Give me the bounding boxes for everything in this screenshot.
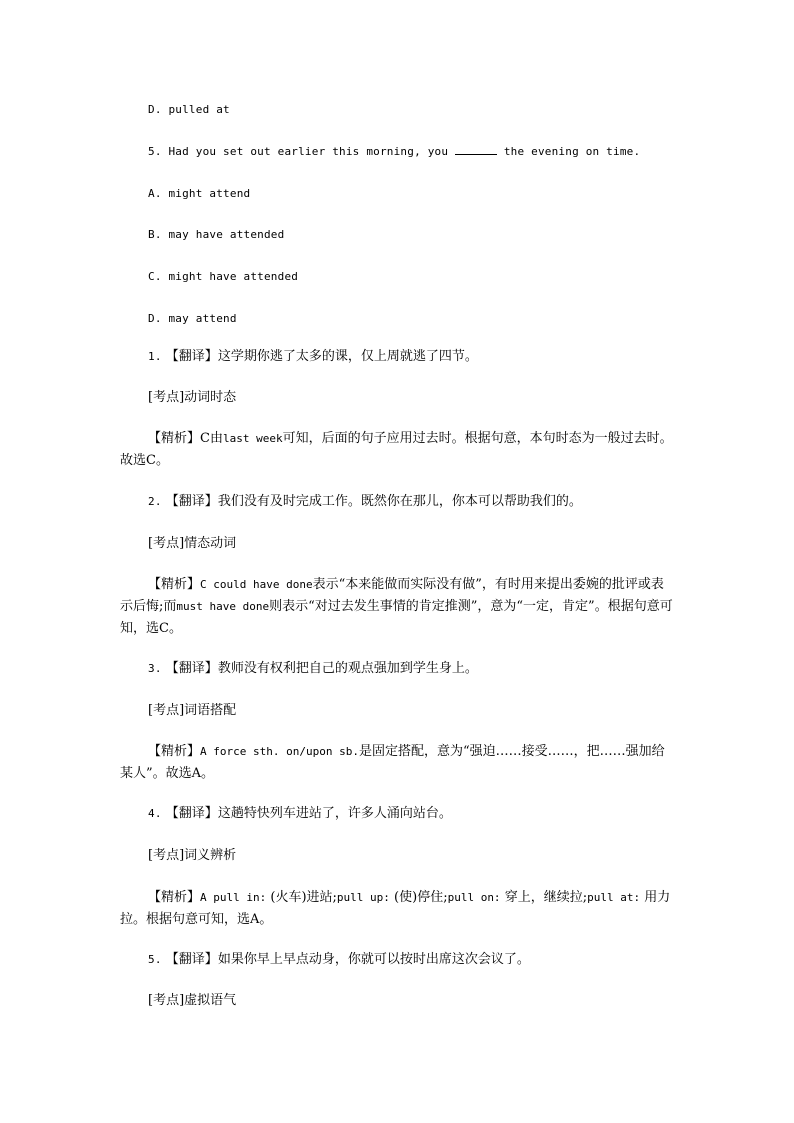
answer-3-point: [考点]词语搭配 xyxy=(148,703,237,718)
analysis-english: A force sth. on/upon sb. xyxy=(200,745,359,758)
answer-5-translation xyxy=(148,952,530,968)
analysis-label: 【精析】 xyxy=(148,890,201,905)
answer-3-translation xyxy=(148,661,478,677)
answer-1-translation xyxy=(148,349,478,365)
analysis-english: pull up: xyxy=(336,891,390,904)
analysis-part: (使)停住; xyxy=(394,890,448,905)
translation-text: 教师没有权利把自己的观点强加到学生身上。 xyxy=(217,661,478,676)
analysis-label: 【精析】 xyxy=(148,577,201,592)
analysis-english: A pull in: xyxy=(200,891,267,904)
answer-1-analysis xyxy=(120,428,676,472)
q5-answer-blank xyxy=(455,144,497,155)
answer-2-translation xyxy=(148,494,582,510)
analysis-part: 穿上，继续拉; xyxy=(504,890,588,905)
translation-label: 【翻译】 xyxy=(165,494,218,509)
answer-1-point: [考点]动词时态 xyxy=(148,390,237,405)
analysis-part: 用力拉。根据句意可知，选A。 xyxy=(120,890,671,927)
analysis-part: (火车)进站; xyxy=(270,890,337,905)
analysis-english: C could have done xyxy=(200,578,313,591)
answer-4-translation xyxy=(148,806,452,822)
q5-option-d: D. may attend xyxy=(148,312,237,325)
answer-number: 1. xyxy=(148,350,162,363)
translation-text: 如果你早上早点动身，你就可以按时出席这次会议了。 xyxy=(217,952,530,967)
answer-number: 5. xyxy=(148,953,162,966)
analysis-label: 【精析】 xyxy=(148,744,201,759)
analysis-part: C由 xyxy=(200,431,223,446)
translation-label: 【翻译】 xyxy=(165,806,218,821)
answer-5-point: [考点]虚拟语气 xyxy=(148,993,237,1008)
analysis-english: last week xyxy=(222,432,283,445)
q5-stem xyxy=(148,144,640,160)
answer-number: 3. xyxy=(148,662,162,675)
answer-4-point: [考点]词义辨析 xyxy=(148,848,237,863)
answer-2-point: [考点]情态动词 xyxy=(148,536,237,551)
analysis-english: pull on: xyxy=(447,891,501,904)
q5-option-c: C. might have attended xyxy=(148,270,299,283)
q5-stem-after: the evening on time. xyxy=(497,145,641,158)
answer-4-analysis xyxy=(120,887,676,931)
translation-label: 【翻译】 xyxy=(165,661,218,676)
analysis-part: 则表示“对过去发生事情的肯定推测”，意为“一定，肯定”。根据句意可知，选C。 xyxy=(120,599,673,636)
translation-text: 这趟特快列车进站了，许多人涌向站台。 xyxy=(217,806,452,821)
answer-number: 4. xyxy=(148,807,162,820)
analysis-english: pull at: xyxy=(587,891,641,904)
translation-label: 【翻译】 xyxy=(165,952,218,967)
translation-label: 【翻译】 xyxy=(165,349,218,364)
q5-stem-before: 5. Had you set out earlier this morning, you xyxy=(148,145,456,158)
q4-option-d: D. pulled at xyxy=(148,103,230,116)
answer-3-analysis xyxy=(120,741,676,785)
analysis-label: 【精析】 xyxy=(148,431,201,446)
analysis-part: 表示“本来能做而实际没有做”，有时用来提出委婉的批评或表示后悔;而 xyxy=(120,577,664,614)
q5-option-b: B. may have attended xyxy=(148,228,285,241)
answer-number: 2. xyxy=(148,495,162,508)
analysis-part: 可知，后面的句子应用过去时。根据句意，本句时态为一般过去时。故选C。 xyxy=(120,431,673,468)
translation-text: 这学期你逃了太多的课，仅上周就逃了四节。 xyxy=(217,349,478,364)
answer-2-analysis xyxy=(120,574,676,640)
q5-option-a: A. might attend xyxy=(148,187,251,200)
translation-text: 我们没有及时完成工作。既然你在那儿，你本可以帮助我们的。 xyxy=(217,494,582,509)
analysis-english: must have done xyxy=(176,600,270,613)
analysis-part: 是固定搭配，意为“强迫……接受……，把……强加给某人”。故选A。 xyxy=(120,744,665,781)
